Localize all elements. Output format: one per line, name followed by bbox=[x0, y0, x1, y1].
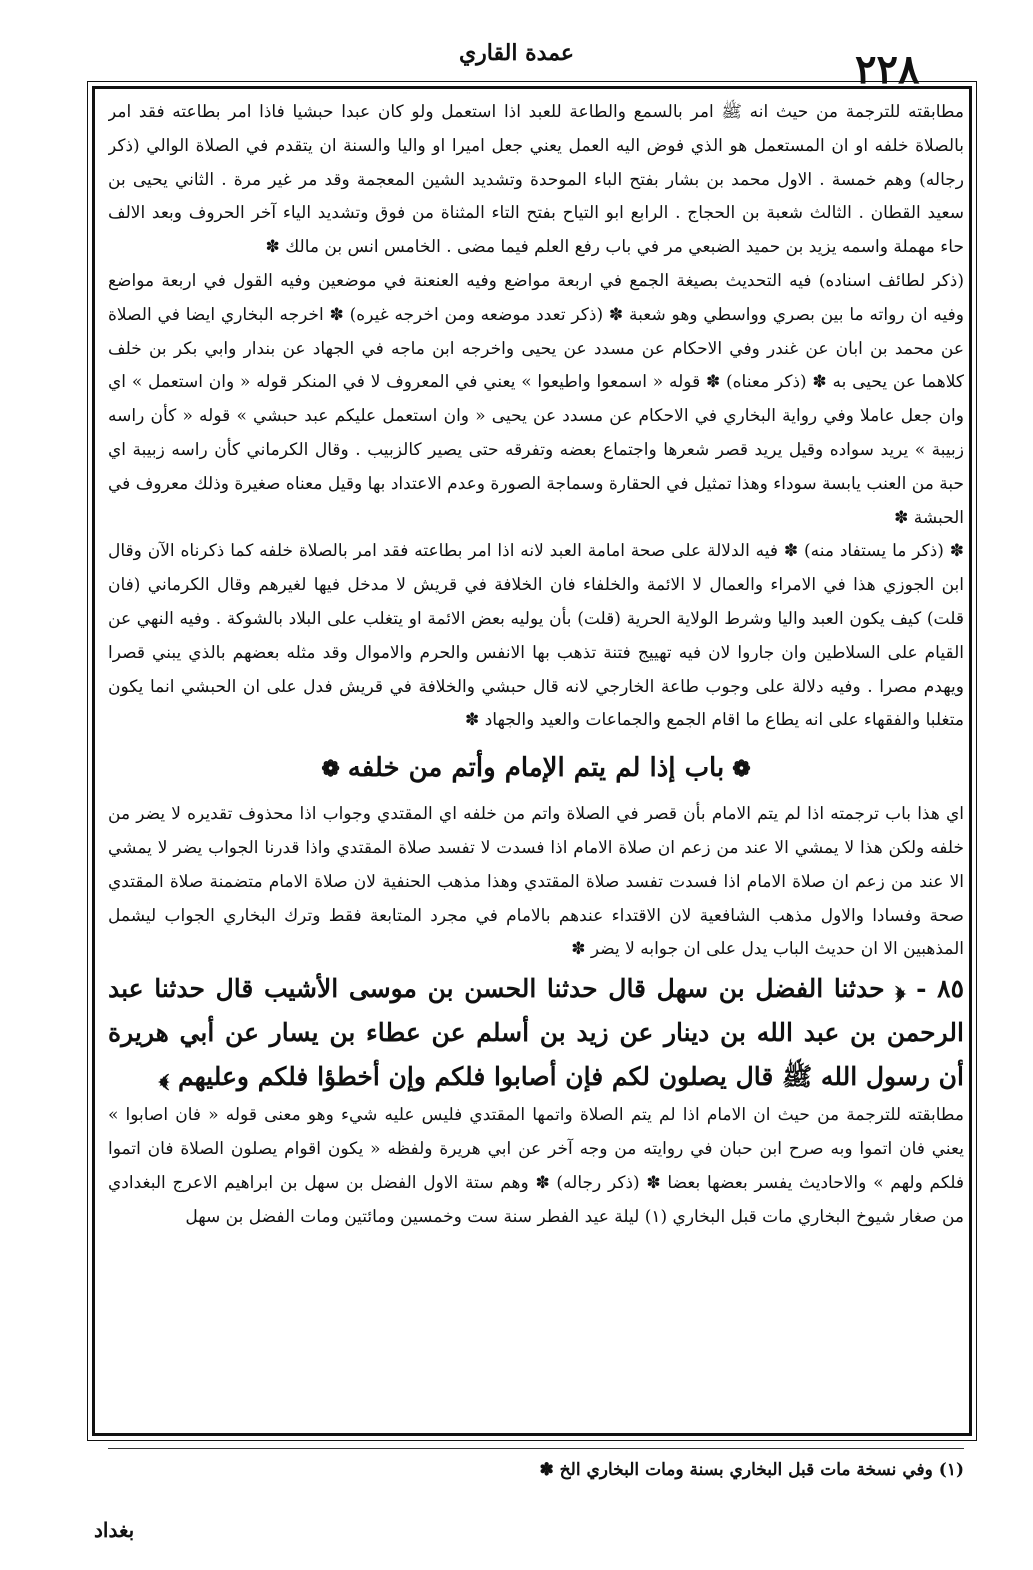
paragraph-commentary-4: اي هذا باب ترجمته اذا لم يتم الامام بأن قصر في الصلاة واتم من خلفه اي المقتدي وجواب اذا محذوف تقديره لا يضر من خلفه ولكن هذا لا يمشي الا عند من زعم ان صلاة الامام اذا فسدت لا تفسد صلاة المقتدي واذا قدرنا الجواب يضر لا يمشي الا عند من زعم ان صلاة الامام اذا فسدت تفسد صلاة المقتدي وهذا مذهب الحنفية لان صلاة الامام متضمنة صلاة المقتدي صحة وفسادا والاول مذهب الشافعية لان الاقتداء عندهم بالامام في مجرد المتابعة فقط وترك البخاري الجواب ليشمل المذهبين الا ان حديث الباب يدل على ان جوابه لا يضر ✽ bbox=[108, 804, 964, 960]
main-text bbox=[108, 96, 964, 1430]
book-title: عمدة القاري bbox=[458, 40, 575, 66]
ornament-left-icon: ❁ bbox=[321, 756, 340, 783]
footnote: (١) وفي نسخة مات قبل البخاري بسنة ومات البخاري الخ ✽ bbox=[539, 1460, 964, 1480]
page-number: ٢٢٨ bbox=[855, 46, 920, 93]
ornament-right-icon: ❁ bbox=[732, 756, 751, 783]
hadith-text: ٨٥ - ﴿ حدثنا الفضل بن سهل قال حدثنا الحسن بن موسى الأشيب قال حدثنا عبد الرحمن بن عبد الله بن دينار عن زيد بن أسلم عن عطاء بن يسار عن أبي هريرة أن رسول الله ﷺ قال يصلون لكم فإن أصابوا فلكم وإن أخطؤا فلكم وعليهم ﴾ bbox=[108, 974, 964, 1092]
printer-mark: بغداد bbox=[94, 1518, 135, 1542]
chapter-heading-text: باب إذا لم يتم الإمام وأتم من خلفه bbox=[347, 753, 725, 784]
paragraph-commentary-2: (ذكر لطائف اسناده) فيه التحديث بصيغة الجمع في اربعة مواضع وفيه العنعنة في موضعين وفيه القول في اربعة مواضع وفيه ان رواته ما بين بصري وواسطي وهو شعبة ✽ (ذكر تعدد موضعه ومن اخرجه غيره) ✽ اخرجه البخاري ايضا في الصلاة عن محمد بن ابان عن غندر وفي الاحكام عن مسدد عن يحيى واخرجه ابن ماجه في الجهاد عن بندار وابي بكر بن خلف كلاهما عن يحيى به ✽ (ذكر معناه) ✽ قوله « اسمعوا واطيعوا » يعني في المعروف لا في المنكر قوله « وان استعمل » اي وان جعل عاملا وفي رواية البخاري في الاحكام عن مسدد عن يحيى « وان استعمل عليكم عبد حبشي » قوله « كأن راسه زبيبة » يريد سواده وقيل يريد قصر شعرها واجتماع بعضه وتفرقه حتى يصير كالزبيب . وقال الكرماني كأن راسه زبيبة اي حبة من العنب يابسة سوداء وهذا تمثيل في الحقارة وسماجة الصورة وعدم الاعتداد بها وقيل معناه صغيرة وذلك معروف في الحبشة ✽ bbox=[108, 270, 964, 528]
paragraph-commentary-3: ✽ (ذكر ما يستفاد منه) ✽ فيه الدلالة على صحة امامة العبد لانه اذا امر بطاعته فقد امر بالصلاة خلفه كما ذكرناه الآن وقال ابن الجوزي هذا في الامراء والعمال لا الائمة والخلفاء فان الخلافة في قريش لا مدخل فيها لغيرهم وقال الكرماني (فان قلت) كيف يكون العبد واليا وشرط الولاية الحرية (قلت) بأن يوليه بعض الائمة او يتغلب على البلاد بالشوكة . وفيه النهي عن القيام على السلاطين وان جاروا لان فيه تهييج فتنة تذهب بها الانفس والحرم والاموال وقد مثله بعضهم بالذي يبني قصرا ويهدم مصرا . وفيه دلالة على وجوب طاعة الخارجي لانه قال حبشي والخلافة في قريش فدل على ان الحبشي انما يكون متغلبا والفقهاء على انه يطاع ما اقام الجمع والجماعات والعيد والجهاد ✽ bbox=[108, 541, 964, 731]
page-header bbox=[0, 0, 1033, 93]
paragraph-commentary-1: مطابقته للترجمة من حيث انه ﷺ امر بالسمع والطاعة للعبد اذا استعمل ولو كان عبدا حبشيا فاذا امر بطاعته فقد امر بالصلاة خلفه او ان المستعمل هو الذي فوض اليه العمل يعني جعل اميرا او واليا والسنة ان يتقدم في الصلاة الوالي (ذكر رجاله) وهم خمسة . الاول محمد بن بشار بفتح الباء الموحدة وتشديد الشين المعجمة وقد مر غير مرة . الثاني يحيى بن سعيد القطان . الثالث شعبة بن الحجاج . الرابع ابو التياح بفتح التاء المثناة من فوق وتشديد الياء آخر الحروف وبعد الالف حاء مهملة واسمه يزيد بن حميد الضبعي مر في باب رفع العلم فيما مضى . الخامس انس بن مالك ✽ bbox=[108, 102, 964, 258]
footnote-divider bbox=[108, 1448, 964, 1449]
chapter-heading bbox=[108, 740, 964, 796]
paragraph-commentary-5: مطابقته للترجمة من حيث ان الامام اذا لم يتم الصلاة واتمها المقتدي فليس عليه شيء وهو معنى قوله « فان اصابوا » يعني فان اتموا وبه صرح ابن حبان في روايته من وجه آخر عن ابي هريرة ولفظه « يكون اقوام يصلون الصلاة فان اتموا فلكم ولهم » والاحاديث يفسر بعضها بعضا ✽ (ذكر رجاله) ✽ وهم ستة الاول الفضل بن سهل بن ابراهيم الاعرج البغدادي من صغار شيوخ البخاري مات قبل البخاري (١) ليلة عيد الفطر سنة ست وخمسين ومائتين ومات الفضل بن سهل bbox=[108, 1105, 964, 1227]
